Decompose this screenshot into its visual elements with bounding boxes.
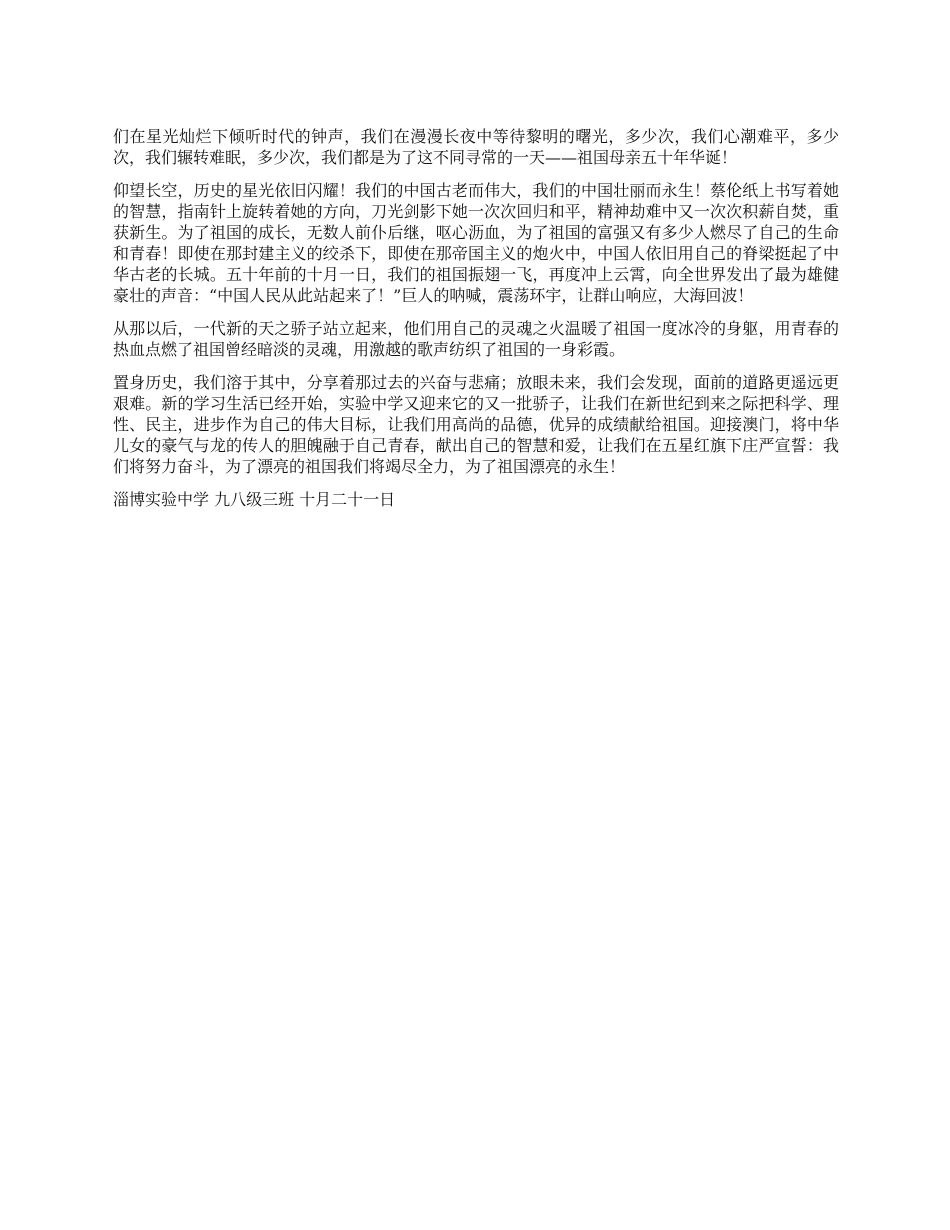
- paragraph-2: 仰望长空，历史的星光依旧闪耀！我们的中国古老而伟大，我们的中国壮丽而永生！蔡伦纸上书写着她的智慧，指南针上旋转着她的方向，刀光剑影下她一次次回归和平，精神劫难中又一次次积薪自焚，重获新生。为了祖国的成长，无数人前仆后继，呕心沥血，为了祖国的富强又有多少人燃尽了自己的生命和青春！即使在那封建主义的绞杀下，即使在那帝国主义的炮火中，中国人依旧用自己的脊梁挺起了中华古老的长城。五十年前的十月一日，我们的祖国振翅一飞，再度冲上云霄，向全世界发出了最为雄健豪壮的声音：“中国人民从此站起来了！”巨人的呐喊，震荡环宇，让群山响应，大海回波！: [113, 181, 839, 305]
- paragraph-4: 置身历史，我们溶于其中，分享着那过去的兴奋与悲痛；放眼未来，我们会发现，面前的道路更遥远更艰难。新的学习生活已经开始，实验中学又迎来它的又一批骄子，让我们在新世纪到来之际把科学、理性、民主，进步作为自己的伟大目标，让我们用高尚的品德，优异的成绩献给祖国。迎接澳门，将中华儿女的豪气与龙的传人的胆魄融于自己青春，献出自己的智慧和爱，让我们在五星红旗下庄严宣誓：我们将努力奋斗，为了漂亮的祖国我们将竭尽全力，为了祖国漂亮的永生！: [113, 373, 839, 476]
- signature-line: 淄博实验中学 九八级三班 十月二十一日: [113, 490, 396, 509]
- paragraph-1: 们在星光灿烂下倾听时代的钟声，我们在漫漫长夜中等待黎明的曙光，多少次，我们心潮难平，多少次，我们辗转难眠，多少次，我们都是为了这不同寻常的一天——祖国母亲五十年华诞！: [113, 127, 839, 167]
- paragraph-3: 从那以后，一代新的天之骄子站立起来，他们用自己的灵魂之火温暖了祖国一度冰冷的身躯，用青春的热血点燃了祖国曾经暗淡的灵魂，用激越的歌声纺织了祖国的一身彩霞。: [113, 319, 839, 359]
- document-body: [113, 126, 839, 510]
